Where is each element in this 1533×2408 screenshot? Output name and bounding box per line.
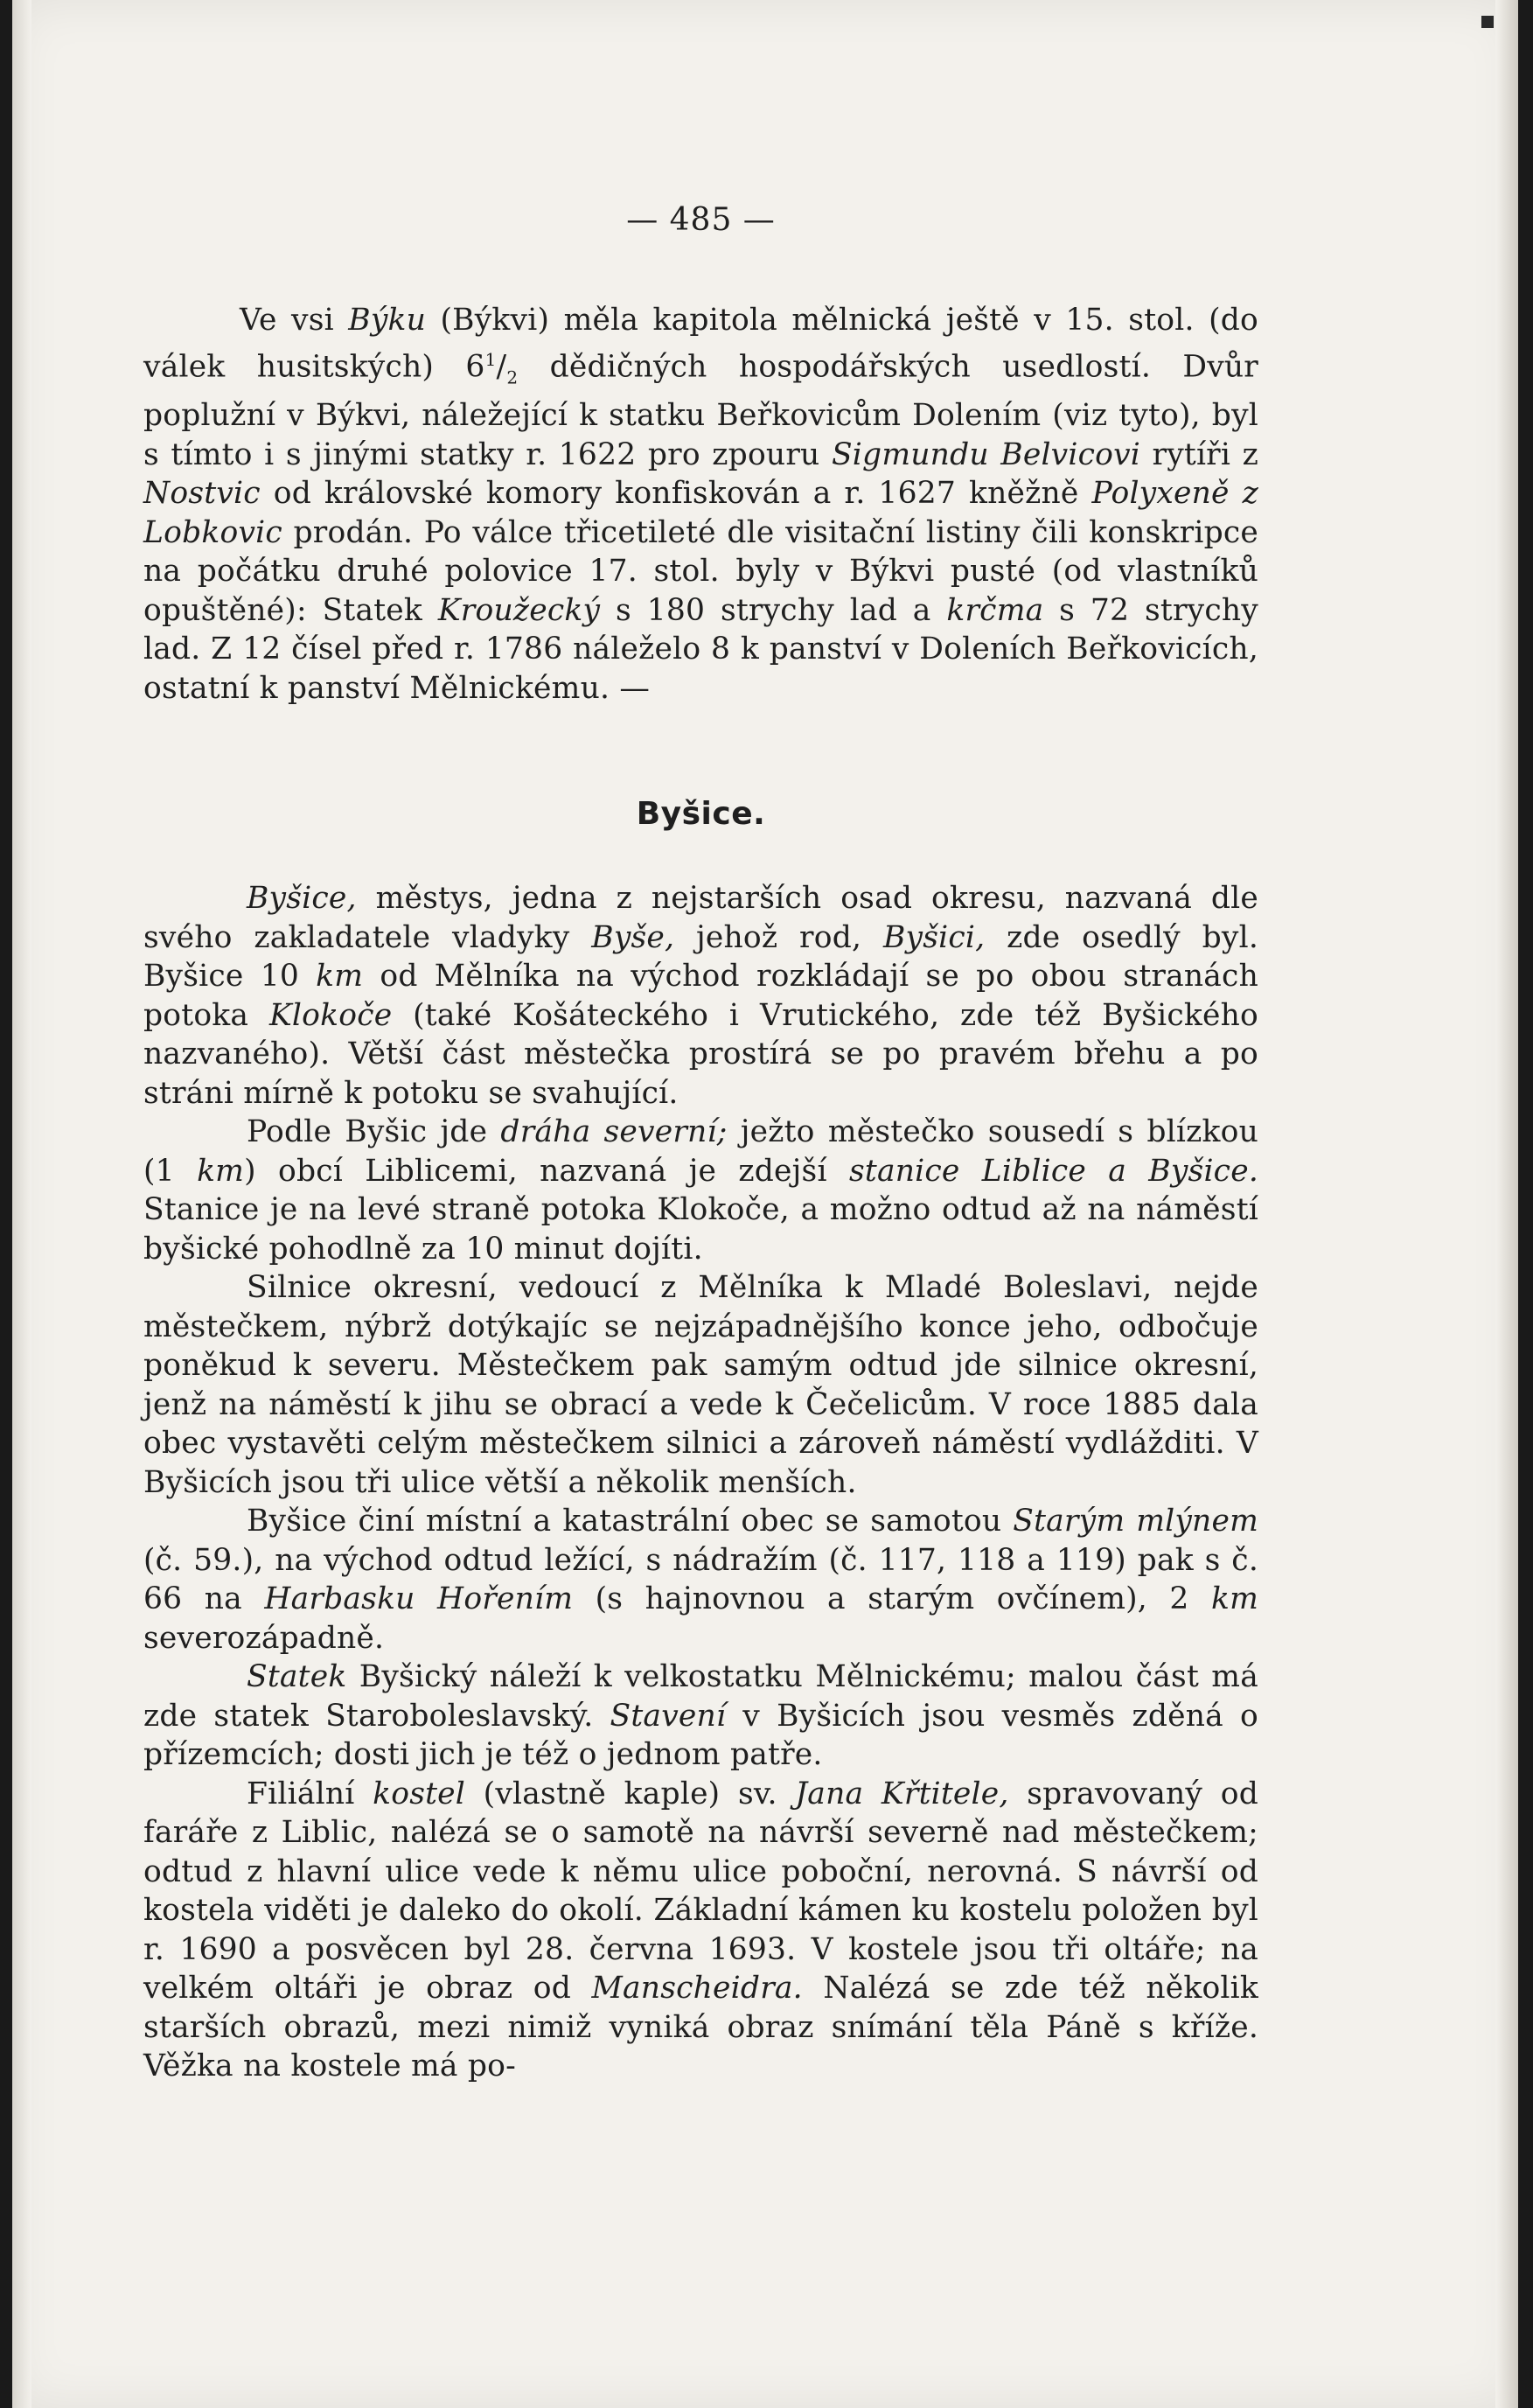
paragraph-roads: Silnice okresní, vedoucí z Mělníka k Mladé Boleslavi, nejde městečkem, nýbrž dotýkajíc se nejzápadnějšího konce jeho, odbočuje poněkud k severu. Městečkem pak samým odtud jde silnice okresní, jenž na náměstí k jihu se obrací a vede k Čečelicům. V roce 1885 dala obec vystavěti celým městečkem silnici a zároveň náměstí vydlážditi. V Byšicích jsou tři ulice větší a několik menších. <box>143 1270 1258 1500</box>
book-page <box>12 0 1518 2408</box>
section-title: Byšice. <box>636 796 766 833</box>
corner-mark <box>1481 16 1494 28</box>
paragraph-estate: Statek Byšický náleží k velkostatku Mělnickému; malou část má zde statek Staroboleslavský. Stavení v Byšicích jsou vesměs zděná o přízemcích; dosti jich je též o jednom patře. <box>143 1659 1259 1773</box>
paragraph-municipality: Byšice činí místní a katastrální obec se samotou Starým mlýnem (č. 59.), na východ odtud ležící, s nádražím (č. 117, 118 a 119) pak s č. 66 na Harbasku Hořením (s hajnovnou a starým ovčínem), 2 km severozápadně. <box>143 1504 1258 1656</box>
paragraph-railway: Podle Byšic jde dráha severní; ježto městečko sousedí s blízkou (1 km) obcí Liblicemi, nazvaná je zdejší stanice Liblice a Byšice. Stanice je na levé straně potoka Klokoče, a možno odtud až na náměstí byšické pohodlně za 10 minut dojíti. <box>143 1114 1258 1267</box>
paragraph-byšice-intro: Byšice, městys, jedna z nejstarších osad okresu, nazvaná dle svého zakladatele vladyky Byše, jehož rod, Byšici, zde osedlý byl. Byšice 10 km od Mělníka na východ rozkládají se po obou stranách potoka Klokoče (také Košáteckého i Vrutického, zde též Byšického nazvaného). Větší část městečka prostírá se po pravém břehu a po stráni mírně k potoku se svahující. <box>143 881 1258 1111</box>
page-content <box>143 201 1258 2086</box>
page-edge-right <box>1495 0 1518 2408</box>
paragraph-church: Filiální kostel (vlastně kaple) sv. Jana Křtitele, spravovaný od faráře z Liblic, nalézá se o samotě na návrší severně nad městečkem; odtud z hlavní ulice vede k němu ulice poboční, nerovná. S návrší od kostela viděti je daleko do okolí. Základní kámen ku kostelu položen byl r. 1690 a posvěcen byl 28. června 1693. V kostele jsou tři oltáře; na velkém oltáři je obraz od Manscheidra. Nalézá se zde též několik starších obrazů, mezi nimiž vyniká obraz snímání těla Páně s kříže. Věžka na kostele má po- <box>143 1776 1259 2084</box>
intro-paragraph: Ve vsi Býku (Býkvi) měla kapitola mělnická ještě v 15. stol. (do válek husitských) $6^1/_2$ dědičných hospodářských usedlostí. Dvůr poplužní v Býkvi, náležející k statku Beřkovicům Dolením (viz tyto), byl s tímto i s jinými statky r. 1622 pro zpouru Sigmundu Belvicovi rytíři z Nostvic od královské komory konfiskován a r. 1627 kněžně Polyxeně z Lobkovic prodán. Po válce třicetileté dle visitační listiny čili konskripce na počátku druhé polovice 17. stol. byly v Býkvi pusté (od vlastníků opuštěné): Statek Kroužecký s 180 strychy lad a krčma s 72 strychy lad. Z 12 čísel před r. 1786 náleželo 8 k panství v Doleních Beřkovicích, ostatní k panství Mělnickému. — <box>143 303 1258 706</box>
page-number: — 485 — <box>626 202 776 238</box>
page-edge-left <box>12 0 31 2408</box>
